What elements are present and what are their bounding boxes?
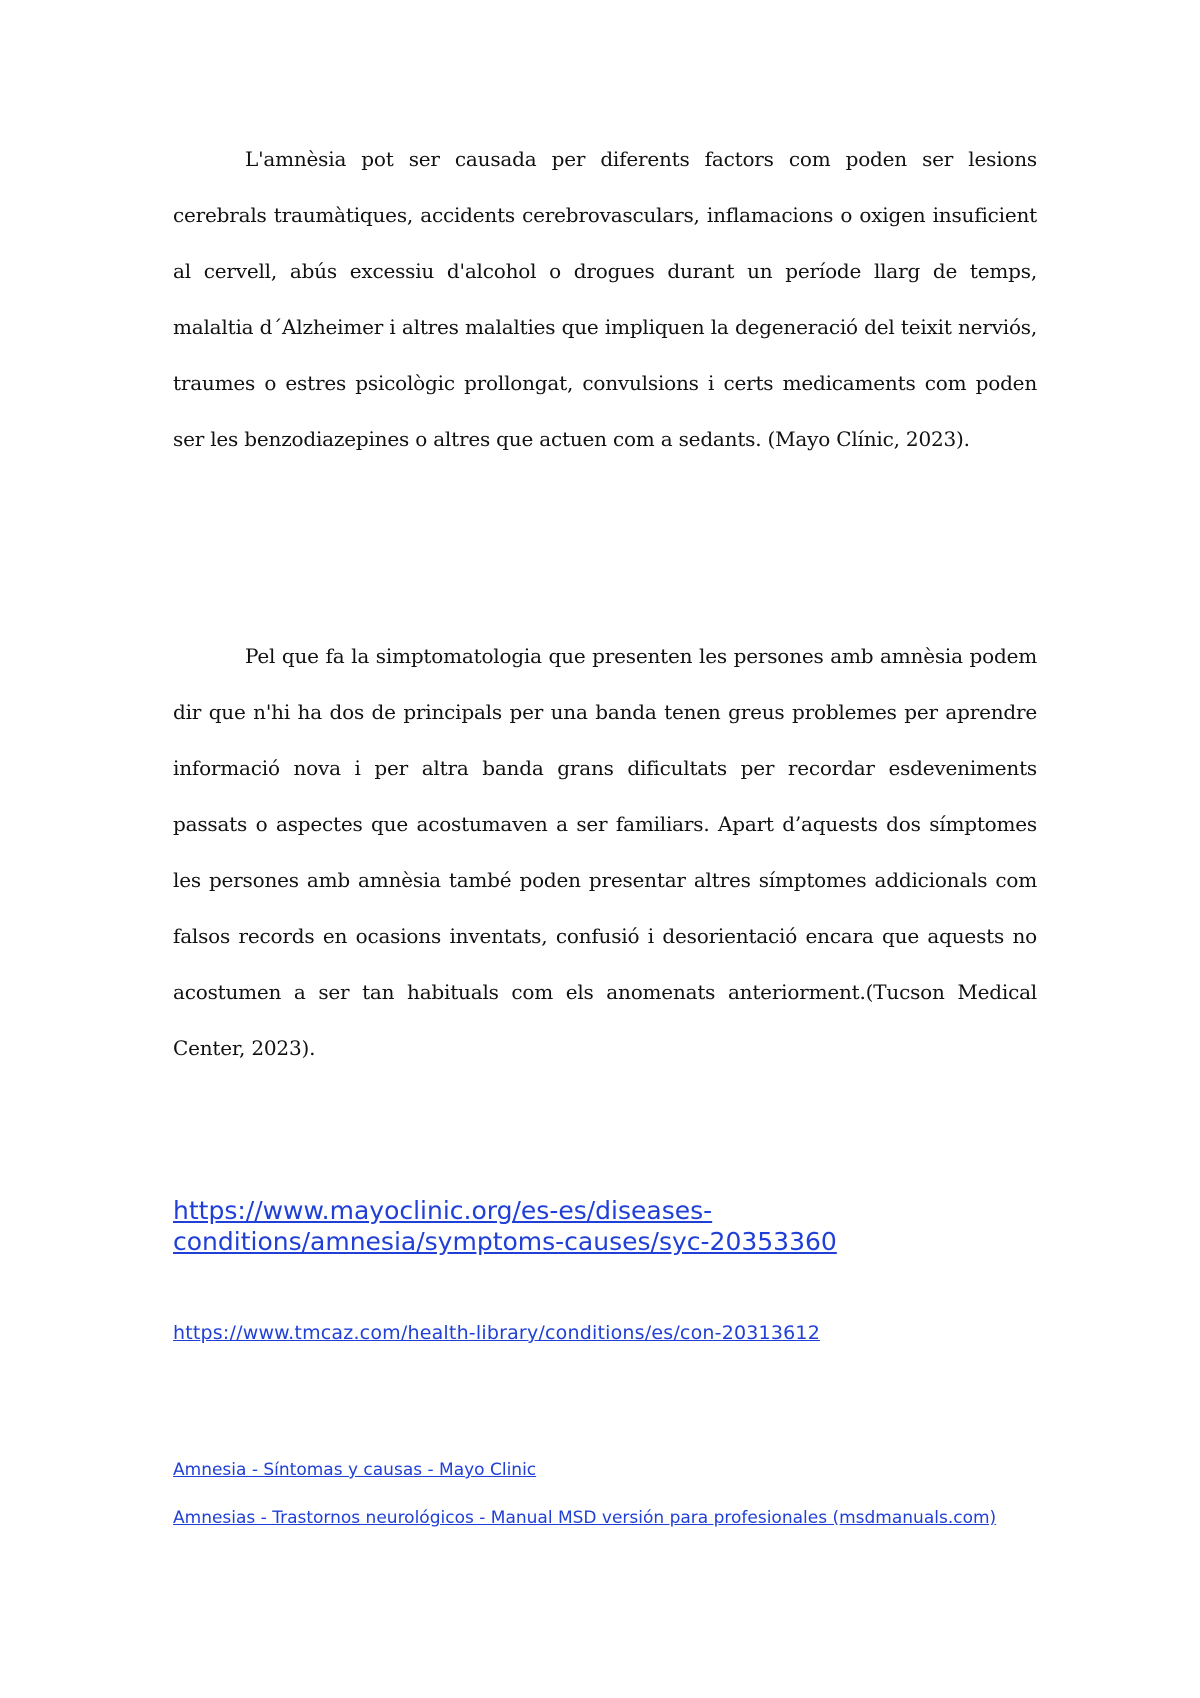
paragraph-causes: L'amnèsia pot ser causada per diferents factors com poden ser lesions cerebrals traumàtiques, accidents cerebrovasculars, inflamacions o oxigen insuficient al cervell, abús excessiu d'alcohol o drogues durant un període llarg de temps, malaltia d´Alzheimer i altres malalties que impliquen la degeneració del teixit nerviós, traumes o estres psicològic prollongat, convulsions i certs medicaments com poden ser les benzodiazepines o altres que actuen com a sedants. (Mayo Clínic, 2023). [173, 147, 1037, 451]
link-mayo-clinic-title[interactable]: Amnesia - Síntomas y causas - Mayo Clinic [173, 1460, 537, 1480]
link-mayoclinic-url[interactable]: https://www.mayoclinic.org/es-es/diseases-conditions/amnesia/symptoms-causes/syc-20353360 [173, 1196, 837, 1256]
link-msd-manual-title[interactable]: Amnesias - Trastornos neurológicos - Manual MSD versión para profesionales (msdmanuals.com) [173, 1508, 997, 1528]
link-tmcaz-url[interactable]: https://www.tmcaz.com/health-library/conditions/es/con-20313612 [173, 1322, 821, 1344]
paragraph-symptoms: Pel que fa la simptomatologia que presenten les persones amb amnèsia podem dir que n'hi ha dos de principals per una banda tenen greus problemes per aprendre informació nova i per altra banda grans dificultats per recordar esdeveniments passats o aspectes que acostumaven a ser familiars. Apart d’aquests dos símptomes les persones amb amnèsia també poden presentar altres símptomes addicionals com falsos records en ocasions inventats, confusió i desorientació encara que aquests no acostumen a ser tan habituals com els anomenats anteriorment.(Tucson Medical Center, 2023). [173, 644, 1037, 1060]
